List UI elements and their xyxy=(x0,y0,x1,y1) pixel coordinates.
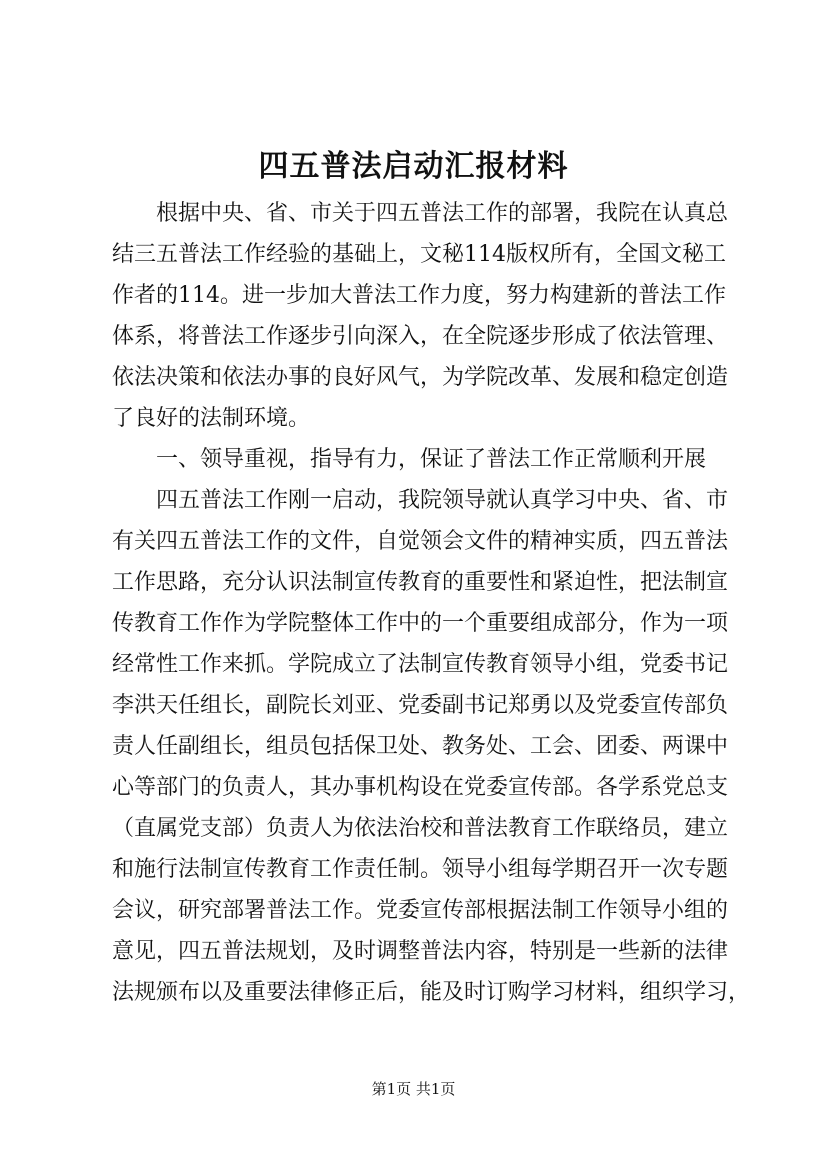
text-line: 会议，研究部署普法工作。党委宣传部根据法制工作领导小组的 xyxy=(112,898,729,923)
text-line: 责人任副组长，组员包括保卫处、教务处、工会、团委、两课中 xyxy=(112,734,729,759)
page-footer: 第1页 共1页 xyxy=(371,1080,456,1098)
section-heading: 一、领导重视，指导有力，保证了普法工作正常顺利开展 xyxy=(112,447,707,472)
text-line: 有关四五普法工作的文件，自觉领会文件的精神实质，四五普法 xyxy=(112,529,729,554)
text-line: 依法决策和依法办事的良好风气，为学院改革、发展和稳定创造 xyxy=(112,365,729,390)
text-line: 传教育工作作为学院整体工作中的一个重要组成部分，作为一项 xyxy=(112,611,729,636)
text-line: 根据中央、省、市关于四五普法工作的部署，我院在认真总 xyxy=(112,201,729,226)
text-line: 结三五普法工作经验的基础上，文秘114版权所有，全国文秘工 xyxy=(112,242,726,267)
text-line: 和施行法制宣传教育工作责任制。领导小组每学期召开一次专题 xyxy=(112,857,729,882)
text-line: 四五普法工作刚一启动，我院领导就认真学习中央、省、市 xyxy=(112,488,729,513)
text-line: 工作思路，充分认识法制宣传教育的重要性和紧迫性，把法制宣 xyxy=(112,570,729,595)
document-title: 四五普法启动汇报材料 xyxy=(258,149,569,184)
text-line: 李洪天任组长，副院长刘亚、党委副书记郑勇以及党委宣传部负 xyxy=(112,693,729,718)
text-line: 法规颁布以及重要法律修正后，能及时订购学习材料，组织学习， xyxy=(112,980,751,1005)
text-line: 意见，四五普法规划，及时调整普法内容，特别是一些新的法律 xyxy=(112,939,729,964)
text-line: 作者的114。进一步加大普法工作力度，努力构建新的普法工作 xyxy=(112,283,726,308)
text-line: 经常性工作来抓。学院成立了法制宣传教育领导小组，党委书记 xyxy=(112,652,729,677)
text-line: （直属党支部）负责人为依法治校和普法教育工作联络员，建立 xyxy=(112,816,729,841)
text-line: 心等部门的负责人，其办事机构设在党委宣传部。各学系党总支 xyxy=(112,775,729,800)
text-line: 体系，将普法工作逐步引向深入，在全院逐步形成了依法管理、 xyxy=(112,324,729,349)
text-line: 了良好的法制环境。 xyxy=(112,406,311,431)
